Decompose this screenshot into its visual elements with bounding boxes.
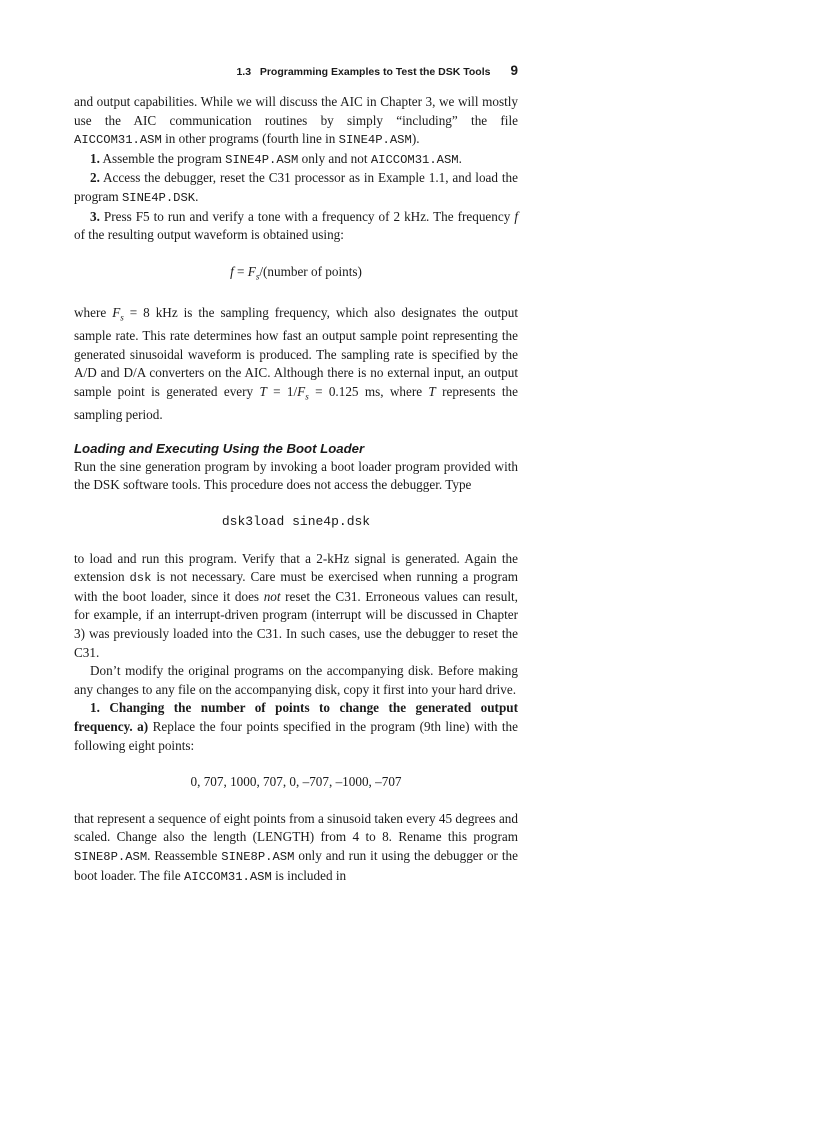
file-name: AICCOM31.ASM <box>370 152 459 167</box>
step-number: 2. <box>90 170 100 186</box>
paragraph-eight-points: that represent a sequence of eight points from a sinusoid taken every 45 degrees and scaled. Change also the length (LENGTH) from 4 to 8. Rename this program SINE8P.ASM. Reassemble SINE8P.ASM only and run it using the debugger or the boot loader. The file AICCOM31.ASM is included in <box>74 810 518 884</box>
page-body <box>74 93 518 886</box>
step-number: 1. <box>90 150 100 166</box>
paragraph-boot-loader: Run the sine generation program by invoking a boot loader program provided with the DSK software tools. This procedure does not access the debugger. Type <box>74 458 518 493</box>
step-3: 3. Press F5 to run and verify a tone with a frequency of 2 kHz. The frequency f of the resulting output waveform is obtained using: <box>74 208 518 243</box>
paragraph-disk-warning: Don’t modify the original programs on the accompanying disk. Before making any changes to any file on the accompanying disk, copy it first into your hard drive. <box>74 663 518 697</box>
paragraph-sampling: where $F_s = 8$ kHz is the sampling frequency, which also designates the output sample rate. This rate determines how fast an output sample point representing the generated sinusoidal waveform is produced. The sampling rate is specified by the A/D and D/A converters on the AIC. Although there is no external input, an output sample point is generated every $T = 1/F_s = 0.125$ ms, where T represents the sampling period. <box>74 304 518 423</box>
frequency-equation: $f = F_s/(number$ of points) <box>230 263 362 282</box>
file-name: SINE4P.ASM <box>338 133 412 148</box>
section-number: 1.3 <box>236 66 252 78</box>
step-1: 1. Assemble the program SINE4P.ASM only and not AICCOM31.ASM. <box>90 150 462 167</box>
paragraph-run-loader: to load and run this program. Verify that a 2-kHz signal is generated. Again the extension dsk is not necessary. Care must be exercised when running a program with the boot loader, since it does not reset the C31. Erroneous values can result, for example, if an interrupt-driven program (interrupt will be discussed in Chapter 3) was previously loaded into the C31. In such cases, use the debugger to reset the C31. <box>74 550 518 660</box>
exercise-title: 1. Changing the number of points to change the generated output frequency. a) <box>74 700 518 734</box>
section-heading: Loading and Executing Using the Boot Loader <box>74 440 365 456</box>
command-line: dsk3load sine4p.dsk <box>221 514 371 530</box>
exercise-1: 1. Changing the number of points to change the generated output frequency. a) Replace the four points specified in the program (9th line) with the following eight points: <box>74 700 518 753</box>
step-number: 3. <box>90 208 100 224</box>
section-title: Programming Examples to Test the DSK Tools <box>259 66 491 78</box>
paragraph-aic-intro: and output capabilities. While we will discuss the AIC in Chapter 3, we will mostly use the AIC communication routines by simply “including” the file AICCOM31.ASM in other programs (fourth line in SINE4P.ASM). <box>74 94 518 148</box>
file-name: AICCOM31.ASM <box>184 869 272 884</box>
file-name: SINE8P.ASM <box>74 849 148 864</box>
file-extension: dsk <box>129 571 152 586</box>
file-name: SINE4P.ASM <box>225 152 299 167</box>
page-number: 9 <box>510 63 518 78</box>
running-header <box>74 62 518 82</box>
file-name: AICCOM31.ASM <box>74 133 162 148</box>
sample-points: 0, 707, 1000, 707, 0, –707, –1000, –707 <box>190 774 402 790</box>
file-name: SINE8P.ASM <box>221 849 295 864</box>
step-2: 2. Access the debugger, reset the C31 processor as in Example 1.1, and load the program SINE4P.DSK. <box>74 170 518 205</box>
file-name: SINE4P.DSK <box>121 190 196 205</box>
